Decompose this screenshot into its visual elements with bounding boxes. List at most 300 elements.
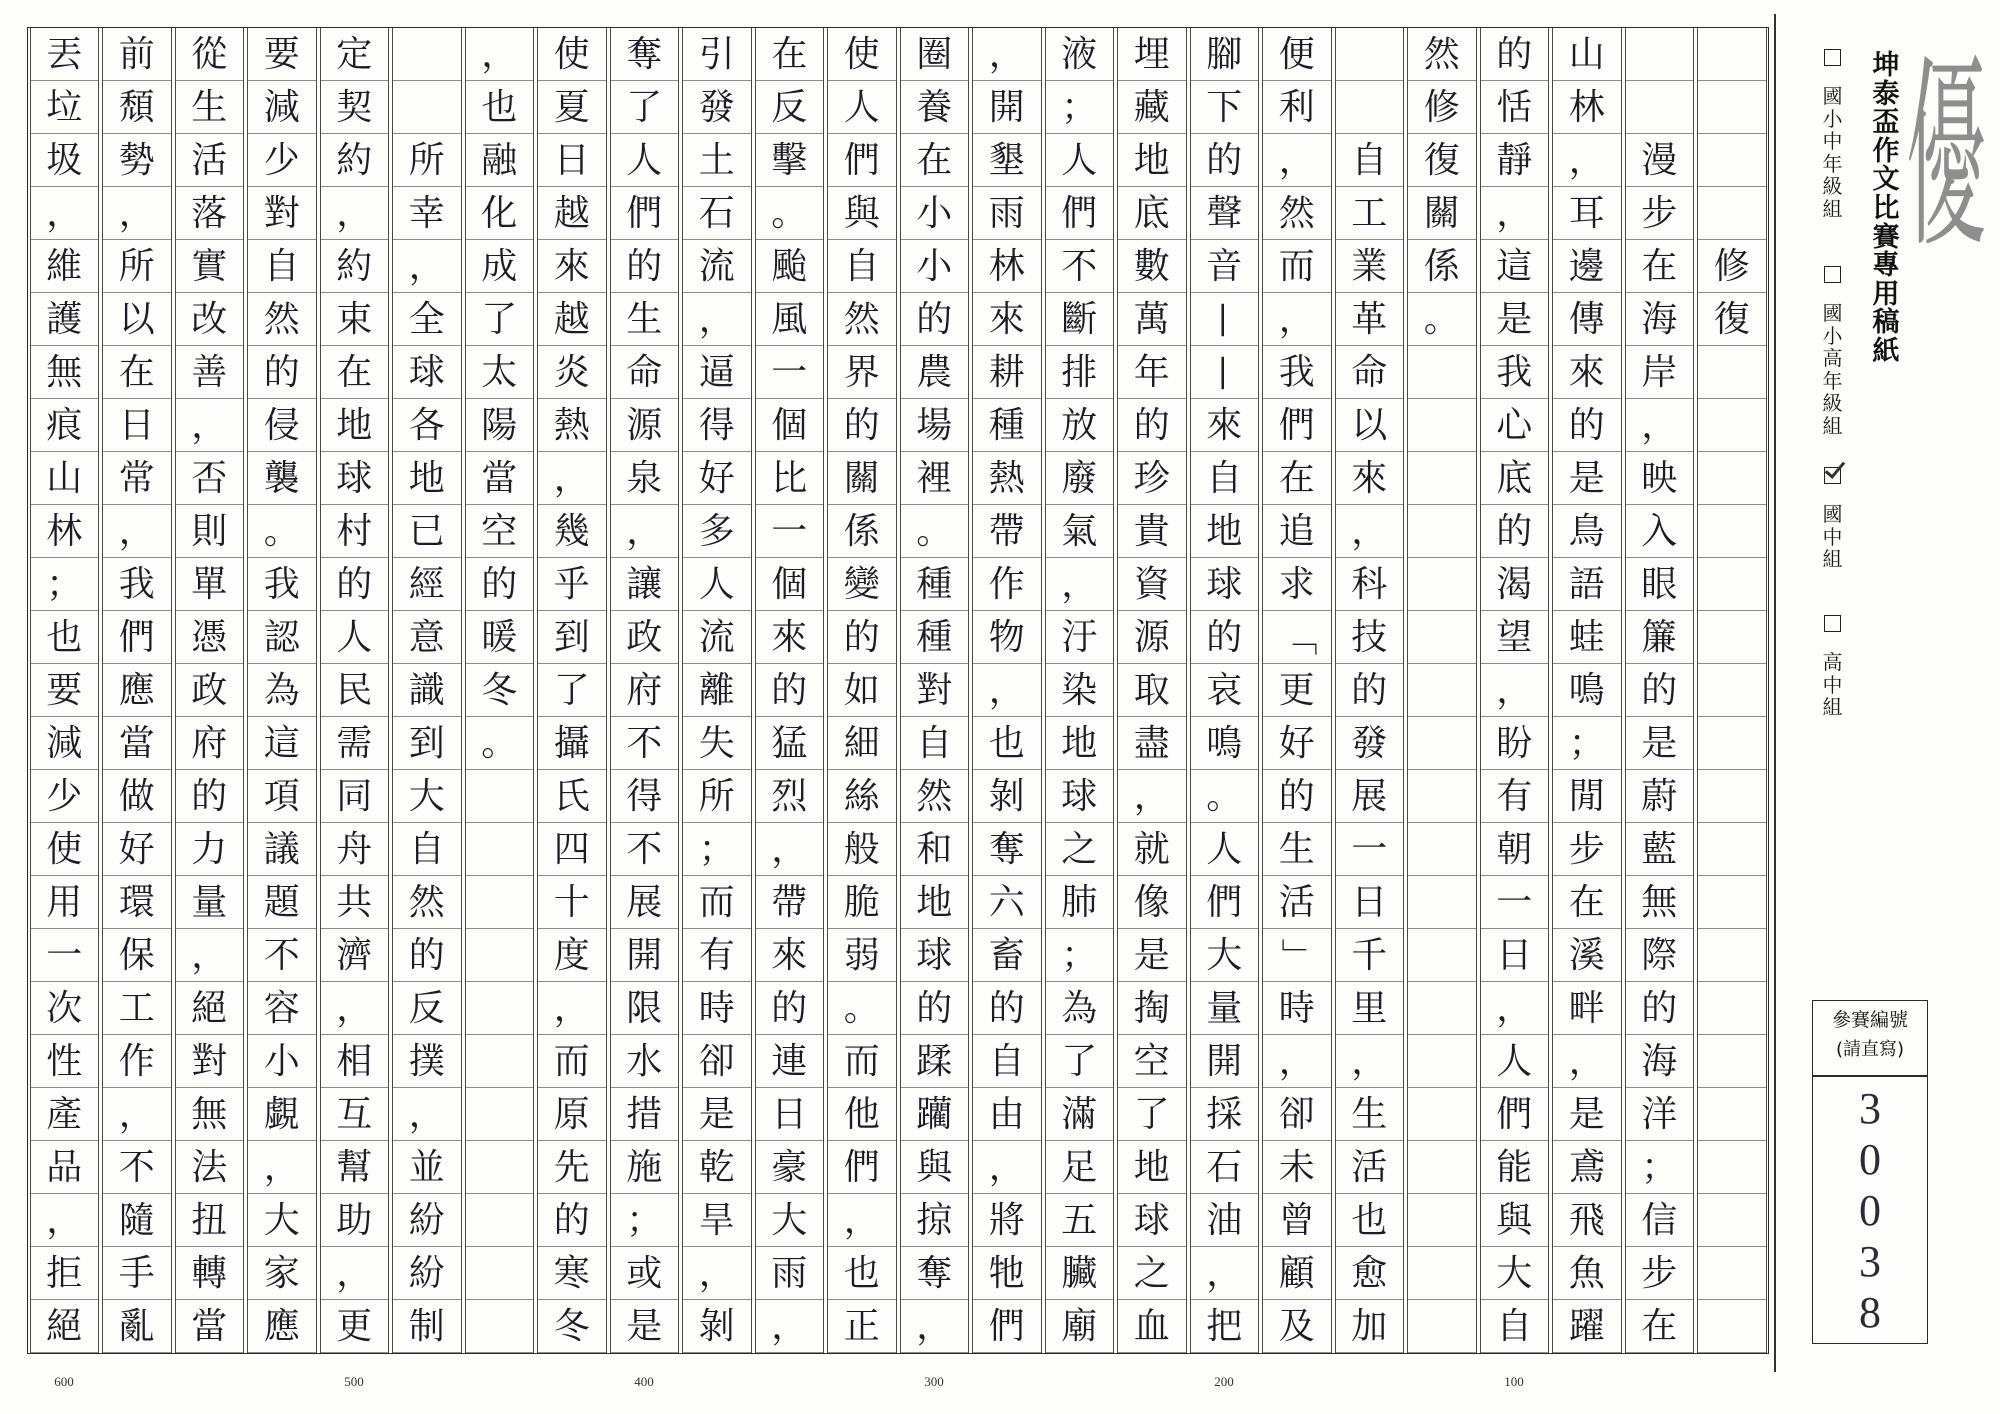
essay-character: 地 bbox=[1133, 1146, 1170, 1188]
grid-cell bbox=[828, 187, 896, 240]
essay-character: 流 bbox=[698, 616, 735, 658]
grid-cell bbox=[1046, 1088, 1114, 1141]
grid-cell bbox=[901, 81, 969, 134]
essay-character: 的 bbox=[1133, 404, 1170, 446]
essay-character: 的 bbox=[1641, 987, 1678, 1029]
grid-cell bbox=[1553, 187, 1621, 240]
essay-character: 。 bbox=[481, 722, 518, 764]
grid-cell bbox=[466, 28, 534, 81]
essay-character: ； bbox=[1061, 86, 1098, 128]
grid-cell bbox=[1698, 1194, 1766, 1247]
grid-cell bbox=[1118, 558, 1186, 611]
essay-character: 山 bbox=[46, 457, 83, 499]
essay-character: 是 bbox=[1568, 457, 1605, 499]
essay-character: 隨 bbox=[118, 1199, 155, 1241]
grid-cell bbox=[901, 1035, 969, 1088]
essay-character: 般 bbox=[843, 828, 880, 870]
essay-character: 的 bbox=[843, 404, 880, 446]
essay-character: 雨 bbox=[988, 192, 1025, 234]
essay-character: 肺 bbox=[1061, 881, 1098, 923]
essay-character: 林 bbox=[1568, 86, 1605, 128]
essay-character: 們 bbox=[118, 616, 155, 658]
essay-character: 愈 bbox=[1351, 1252, 1388, 1294]
entry-number-note: (請直寫) bbox=[1835, 1039, 1905, 1060]
essay-character: 心 bbox=[1496, 404, 1533, 446]
essay-character: 求 bbox=[1278, 563, 1315, 605]
essay-character: 痕 bbox=[46, 404, 83, 446]
grid-cell bbox=[1698, 876, 1766, 929]
essay-character: ； bbox=[1568, 722, 1605, 764]
grid-cell bbox=[321, 611, 389, 664]
grid-cell bbox=[393, 346, 461, 399]
grid-cell bbox=[611, 823, 679, 876]
grid-cell bbox=[611, 1035, 679, 1088]
grid-cell bbox=[248, 293, 316, 346]
grid-cell bbox=[756, 982, 824, 1035]
essay-character: 物 bbox=[988, 616, 1025, 658]
grid-cell bbox=[538, 452, 606, 505]
grid-cell bbox=[466, 505, 534, 558]
essay-character: 的 bbox=[1641, 669, 1678, 711]
essay-character: 農 bbox=[916, 351, 953, 393]
essay-character: 海 bbox=[1641, 1040, 1678, 1082]
grid-cell bbox=[828, 1088, 896, 1141]
essay-character: 是 bbox=[1133, 934, 1170, 976]
essay-character: 大 bbox=[771, 1199, 808, 1241]
essay-character: 裡 bbox=[916, 457, 953, 499]
essay-character: 氏 bbox=[553, 775, 590, 817]
essay-character: 五 bbox=[1061, 1199, 1098, 1241]
essay-character: 越 bbox=[553, 192, 590, 234]
essay-character: 眼 bbox=[1641, 563, 1678, 605]
essay-character: 廢 bbox=[1061, 457, 1098, 499]
grid-cell bbox=[1336, 876, 1404, 929]
grid-cell bbox=[1408, 81, 1476, 134]
essay-character: 的 bbox=[843, 616, 880, 658]
grid-cell bbox=[901, 187, 969, 240]
grid-cell bbox=[1263, 1141, 1331, 1194]
grid-cell bbox=[683, 399, 751, 452]
essay-character: 數 bbox=[1133, 245, 1170, 287]
grid-cell bbox=[756, 929, 824, 982]
essay-character: 林 bbox=[988, 245, 1025, 287]
grid-cell bbox=[1698, 399, 1766, 452]
grid-cell bbox=[1263, 876, 1331, 929]
grid-cell bbox=[1046, 1035, 1114, 1088]
grid-cell bbox=[176, 1088, 244, 1141]
grid-cell bbox=[1336, 505, 1404, 558]
essay-character: 太 bbox=[481, 351, 518, 393]
essay-character: 使 bbox=[553, 33, 590, 75]
grid-cell bbox=[1191, 558, 1259, 611]
essay-character: 當 bbox=[191, 1305, 228, 1347]
essay-character: 當 bbox=[481, 457, 518, 499]
essay-character: 不 bbox=[1061, 245, 1098, 287]
essay-character: 發 bbox=[1351, 722, 1388, 764]
essay-column-10 bbox=[1045, 28, 1115, 1353]
essay-character: 種 bbox=[916, 616, 953, 658]
grid-cell bbox=[1408, 982, 1476, 1035]
grid-cell bbox=[1336, 187, 1404, 240]
grid-cell bbox=[683, 452, 751, 505]
grid-cell bbox=[466, 558, 534, 611]
grid-cell bbox=[756, 876, 824, 929]
essay-character: 民 bbox=[336, 669, 373, 711]
grid-cell bbox=[901, 1141, 969, 1194]
essay-column-19 bbox=[392, 28, 462, 1353]
essay-character: 當 bbox=[118, 722, 155, 764]
grid-cell bbox=[1118, 1300, 1186, 1353]
essay-character: 盼 bbox=[1496, 722, 1533, 764]
essay-character: 的 bbox=[408, 934, 445, 976]
essay-character: 落 bbox=[191, 192, 228, 234]
grid-cell bbox=[756, 1141, 824, 1194]
essay-character: 乎 bbox=[553, 563, 590, 605]
grid-cell bbox=[1553, 134, 1621, 187]
grid-cell bbox=[1626, 1088, 1694, 1141]
essay-character: 從 bbox=[191, 33, 228, 75]
entry-number-value: 30038 bbox=[1859, 1084, 1881, 1337]
essay-character: 加 bbox=[1351, 1305, 1388, 1347]
grid-cell bbox=[1698, 505, 1766, 558]
grid-cell bbox=[1263, 1300, 1331, 1353]
grid-cell bbox=[1263, 505, 1331, 558]
grid-cell bbox=[1336, 1247, 1404, 1300]
essay-character: 我 bbox=[118, 563, 155, 605]
grid-cell bbox=[973, 28, 1041, 81]
grid-cell bbox=[321, 505, 389, 558]
essay-character: 藍 bbox=[1641, 828, 1678, 870]
grid-cell bbox=[1336, 929, 1404, 982]
essay-character: 這 bbox=[263, 722, 300, 764]
grid-cell bbox=[611, 929, 679, 982]
essay-character: 小 bbox=[916, 245, 953, 287]
grid-cell bbox=[176, 770, 244, 823]
grid-cell bbox=[828, 134, 896, 187]
grid-cell bbox=[1336, 240, 1404, 293]
grid-cell bbox=[1263, 770, 1331, 823]
essay-character: 不 bbox=[118, 1146, 155, 1188]
grid-cell bbox=[176, 28, 244, 81]
grid-cell bbox=[538, 81, 606, 134]
essay-character: 在 bbox=[118, 351, 155, 393]
essay-character: 陽 bbox=[481, 404, 518, 446]
essay-character: 然 bbox=[843, 298, 880, 340]
essay-character: ， bbox=[336, 987, 373, 1029]
essay-character: 有 bbox=[1496, 775, 1533, 817]
check-mark-icon bbox=[1825, 457, 1846, 479]
essay-character: 也 bbox=[46, 616, 83, 658]
essay-character: ， bbox=[1568, 1040, 1605, 1082]
grid-cell bbox=[321, 717, 389, 770]
grid-cell bbox=[466, 293, 534, 346]
grid-cell bbox=[1553, 558, 1621, 611]
grid-cell bbox=[1046, 28, 1114, 81]
grid-cell bbox=[1336, 717, 1404, 770]
grid-cell bbox=[756, 1300, 824, 1353]
essay-character: 滿 bbox=[1061, 1093, 1098, 1135]
grid-cell bbox=[1553, 293, 1621, 346]
grid-cell bbox=[321, 823, 389, 876]
essay-character: 濟 bbox=[336, 934, 373, 976]
grid-cell bbox=[248, 1141, 316, 1194]
essay-character: 底 bbox=[1496, 457, 1533, 499]
grid-cell bbox=[31, 611, 99, 664]
essay-character: 生 bbox=[1278, 828, 1315, 870]
essay-character: 入 bbox=[1641, 510, 1678, 552]
essay-character: 大 bbox=[1206, 934, 1243, 976]
essay-character: 」 bbox=[1276, 937, 1318, 974]
grid-cell bbox=[756, 134, 824, 187]
grid-cell bbox=[611, 28, 679, 81]
grid-cell bbox=[1408, 293, 1476, 346]
essay-character: 各 bbox=[408, 404, 445, 446]
grid-cell bbox=[31, 982, 99, 1035]
grid-cell bbox=[1481, 187, 1549, 240]
grid-cell bbox=[828, 558, 896, 611]
essay-character: 否 bbox=[191, 457, 228, 499]
essay-character: 地 bbox=[1133, 139, 1170, 181]
essay-character: ； bbox=[46, 563, 83, 605]
grid-cell bbox=[1626, 452, 1694, 505]
grid-cell bbox=[756, 81, 824, 134]
essay-column-8 bbox=[1190, 28, 1260, 1353]
grid-cell bbox=[103, 1300, 171, 1353]
grid-cell bbox=[31, 558, 99, 611]
essay-character: 項 bbox=[263, 775, 300, 817]
grid-cell bbox=[1191, 1141, 1259, 1194]
essay-character: 冬 bbox=[553, 1305, 590, 1347]
essay-character: 更 bbox=[1278, 669, 1315, 711]
essay-character: 把 bbox=[1206, 1305, 1243, 1347]
grid-cell bbox=[466, 452, 534, 505]
grid-cell bbox=[1046, 452, 1114, 505]
grid-cell bbox=[611, 876, 679, 929]
grid-cell bbox=[1336, 134, 1404, 187]
grid-cell bbox=[31, 770, 99, 823]
essay-character: 靜 bbox=[1496, 139, 1533, 181]
grid-cell bbox=[1191, 717, 1259, 770]
essay-character: 時 bbox=[698, 987, 735, 1029]
essay-character: 日 bbox=[1351, 881, 1388, 923]
grid-cell bbox=[1191, 823, 1259, 876]
essay-character: 在 bbox=[1568, 881, 1605, 923]
essay-character: 比 bbox=[771, 457, 808, 499]
essay-character: 與 bbox=[916, 1146, 953, 1188]
grid-cell bbox=[1046, 293, 1114, 346]
grid-cell bbox=[1336, 293, 1404, 346]
essay-character: 對 bbox=[916, 669, 953, 711]
essay-character: 力 bbox=[191, 828, 228, 870]
essay-character: 做 bbox=[118, 775, 155, 817]
essay-character: 然 bbox=[408, 881, 445, 923]
grid-cell bbox=[611, 1194, 679, 1247]
grid-cell bbox=[828, 929, 896, 982]
grid-cell bbox=[1481, 558, 1549, 611]
essay-character: 府 bbox=[626, 669, 663, 711]
grid-cell bbox=[1481, 28, 1549, 81]
essay-character: 漫 bbox=[1641, 139, 1678, 181]
grid-cell bbox=[31, 1141, 99, 1194]
essay-character: — bbox=[1204, 354, 1246, 391]
essay-character: 的 bbox=[1351, 669, 1388, 711]
grid-cell bbox=[1698, 1088, 1766, 1141]
essay-character: 種 bbox=[988, 404, 1025, 446]
essay-character: 鳥 bbox=[1568, 510, 1605, 552]
essay-character: 應 bbox=[118, 669, 155, 711]
essay-column-2 bbox=[1625, 28, 1695, 1353]
grid-cell bbox=[1553, 611, 1621, 664]
essay-character: 單 bbox=[191, 563, 228, 605]
grid-cell bbox=[538, 1247, 606, 1300]
essay-character: 契 bbox=[336, 86, 373, 128]
grid-cell bbox=[1263, 611, 1331, 664]
essay-character: 場 bbox=[916, 404, 953, 446]
essay-character: 閒 bbox=[1568, 775, 1605, 817]
essay-character: 好 bbox=[698, 457, 735, 499]
essay-character: 步 bbox=[1568, 828, 1605, 870]
essay-column-12 bbox=[900, 28, 970, 1353]
essay-character: 並 bbox=[408, 1146, 445, 1188]
grid-cell bbox=[1118, 717, 1186, 770]
grid-cell bbox=[466, 1088, 534, 1141]
grid-cell bbox=[973, 558, 1041, 611]
grid-cell bbox=[1626, 293, 1694, 346]
essay-character: 常 bbox=[118, 457, 155, 499]
grid-cell bbox=[31, 187, 99, 240]
essay-character: 也 bbox=[481, 86, 518, 128]
essay-character: 化 bbox=[481, 192, 518, 234]
essay-character: 來 bbox=[553, 245, 590, 287]
essay-character: 和 bbox=[916, 828, 953, 870]
essay-character: 土 bbox=[698, 139, 735, 181]
grid-cell bbox=[1626, 876, 1694, 929]
essay-character: 採 bbox=[1206, 1093, 1243, 1135]
grid-cell bbox=[31, 1088, 99, 1141]
grid-cell bbox=[756, 1035, 824, 1088]
grid-cell bbox=[828, 1300, 896, 1353]
essay-character: 耳 bbox=[1568, 192, 1605, 234]
essay-character: 自 bbox=[1351, 139, 1388, 181]
grid-cell bbox=[393, 293, 461, 346]
essay-character: 的 bbox=[336, 563, 373, 605]
essay-character: 蹂 bbox=[916, 1040, 953, 1082]
essay-column-9 bbox=[1117, 28, 1187, 1353]
essay-character: 恬 bbox=[1496, 86, 1533, 128]
grid-cell bbox=[1191, 982, 1259, 1035]
grid-cell bbox=[828, 1247, 896, 1300]
grid-cell bbox=[1263, 81, 1331, 134]
essay-character: 日 bbox=[553, 139, 590, 181]
essay-character: 足 bbox=[1061, 1146, 1098, 1188]
essay-character: 科 bbox=[1351, 563, 1388, 605]
grid-cell bbox=[1553, 28, 1621, 81]
essay-character: 空 bbox=[1133, 1040, 1170, 1082]
grid-cell bbox=[973, 1247, 1041, 1300]
essay-character: 活 bbox=[1351, 1146, 1388, 1188]
essay-character: 的 bbox=[1278, 775, 1315, 817]
count-marker-600: 600 bbox=[54, 1374, 74, 1389]
essay-character: 染 bbox=[1061, 669, 1098, 711]
essay-character: 地 bbox=[1206, 510, 1243, 552]
grid-cell bbox=[1553, 1194, 1621, 1247]
essay-character: 作 bbox=[988, 563, 1025, 605]
category-label: 國小高年級組 bbox=[1822, 301, 1843, 438]
grid-cell bbox=[393, 717, 461, 770]
essay-character: 際 bbox=[1641, 934, 1678, 976]
grid-cell bbox=[248, 823, 316, 876]
grid-cell bbox=[393, 664, 461, 717]
grid-cell bbox=[1118, 664, 1186, 717]
essay-character: 議 bbox=[263, 828, 300, 870]
grid-cell bbox=[103, 187, 171, 240]
essay-character: 少 bbox=[263, 139, 300, 181]
grid-cell bbox=[1553, 1300, 1621, 1353]
essay-character: 先 bbox=[553, 1146, 590, 1188]
essay-character: 追 bbox=[1278, 510, 1315, 552]
grid-cell bbox=[1263, 187, 1331, 240]
essay-character: 無 bbox=[46, 351, 83, 393]
grid-cell bbox=[393, 823, 461, 876]
grid-cell bbox=[683, 929, 751, 982]
essay-character: 不 bbox=[263, 934, 300, 976]
essay-character: 埋 bbox=[1133, 33, 1170, 75]
grid-cell bbox=[1408, 452, 1476, 505]
essay-character: 蛙 bbox=[1568, 616, 1605, 658]
grid-cell bbox=[1698, 1247, 1766, 1300]
grid-cell bbox=[1553, 982, 1621, 1035]
grid-cell bbox=[1698, 611, 1766, 664]
grid-cell bbox=[1481, 293, 1549, 346]
grid-cell bbox=[1263, 134, 1331, 187]
essay-character: 們 bbox=[1061, 192, 1098, 234]
essay-character: 然 bbox=[916, 775, 953, 817]
essay-character: ， bbox=[1351, 1040, 1388, 1082]
grid-cell bbox=[1698, 240, 1766, 293]
grid-cell bbox=[901, 611, 969, 664]
essay-character: 勢 bbox=[118, 139, 155, 181]
essay-character: 四 bbox=[553, 828, 590, 870]
essay-character: ； bbox=[1641, 1146, 1678, 1188]
essay-character: 個 bbox=[771, 404, 808, 446]
grid-cell bbox=[973, 505, 1041, 558]
grid-cell bbox=[1481, 982, 1549, 1035]
essay-character: 魚 bbox=[1568, 1252, 1605, 1294]
grid-cell bbox=[1481, 240, 1549, 293]
essay-character: 寒 bbox=[553, 1252, 590, 1294]
essay-character: 語 bbox=[1568, 563, 1605, 605]
grid-cell bbox=[973, 346, 1041, 399]
grid-cell bbox=[538, 187, 606, 240]
essay-character: ； bbox=[1061, 934, 1098, 976]
count-marker-500: 500 bbox=[344, 1374, 364, 1389]
essay-character: 球 bbox=[1061, 775, 1098, 817]
grid-cell bbox=[973, 1088, 1041, 1141]
essay-character: 應 bbox=[263, 1305, 300, 1347]
grid-cell bbox=[1481, 717, 1549, 770]
grid-cell bbox=[466, 770, 534, 823]
essay-character: 施 bbox=[626, 1146, 663, 1188]
grid-cell bbox=[103, 717, 171, 770]
grid-cell bbox=[1336, 452, 1404, 505]
essay-character: 奪 bbox=[988, 828, 1025, 870]
grid-cell bbox=[466, 664, 534, 717]
essay-character: 自 bbox=[1206, 457, 1243, 499]
grid-cell bbox=[1698, 1141, 1766, 1194]
grid-cell bbox=[1336, 1300, 1404, 1353]
essay-character: 實 bbox=[191, 245, 228, 287]
grid-cell bbox=[1263, 293, 1331, 346]
